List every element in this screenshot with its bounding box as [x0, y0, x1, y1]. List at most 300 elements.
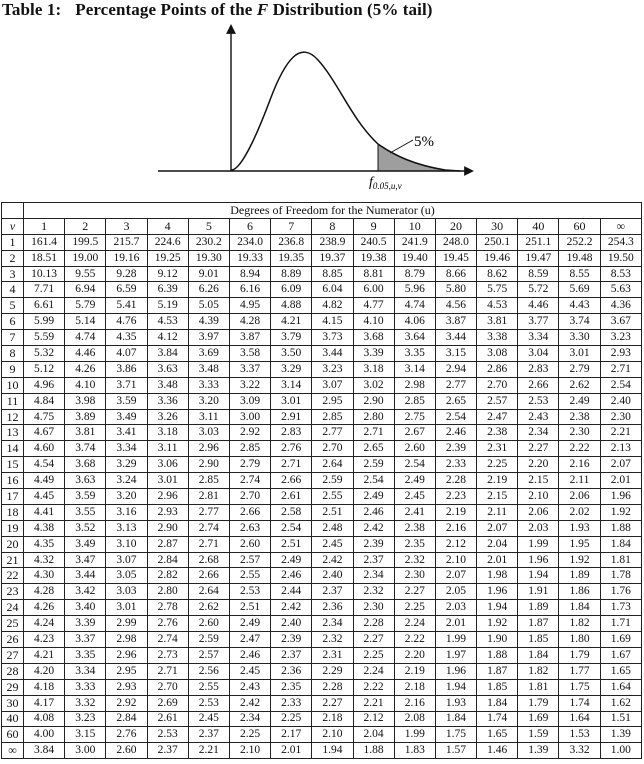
nu-cell: 16 [2, 473, 24, 489]
value-cell: 2.46 [435, 425, 476, 441]
value-cell: 1.93 [559, 520, 600, 536]
value-cell: 2.71 [188, 536, 229, 552]
value-cell: 1.64 [559, 711, 600, 727]
value-cell: 2.66 [271, 473, 312, 489]
value-cell: 3.48 [188, 361, 229, 377]
value-cell: 5.69 [559, 282, 600, 298]
value-cell: 1.84 [600, 536, 641, 552]
value-cell: 2.25 [229, 727, 270, 743]
value-cell: 2.95 [312, 393, 353, 409]
value-cell: 3.14 [271, 377, 312, 393]
value-cell: 2.90 [188, 457, 229, 473]
tail-area [378, 144, 445, 171]
value-cell: 2.12 [435, 536, 476, 552]
value-cell: 248.0 [435, 234, 476, 250]
value-cell: 2.85 [188, 473, 229, 489]
value-cell: 3.06 [147, 457, 188, 473]
value-cell: 2.81 [188, 489, 229, 505]
value-cell: 3.34 [65, 663, 106, 679]
value-cell: 1.80 [559, 632, 600, 648]
value-cell: 1.39 [600, 727, 641, 743]
value-cell: 2.10 [435, 552, 476, 568]
table-row [2, 377, 642, 393]
table-row [2, 330, 642, 346]
value-cell: 6.39 [147, 282, 188, 298]
value-cell: 4.26 [65, 361, 106, 377]
value-cell: 3.10 [106, 536, 147, 552]
value-cell: 2.43 [518, 409, 559, 425]
value-cell: 3.11 [188, 409, 229, 425]
value-cell: 5.41 [106, 298, 147, 314]
value-cell: 3.39 [65, 616, 106, 632]
value-cell: 199.5 [65, 234, 106, 250]
value-cell: 3.40 [65, 600, 106, 616]
value-cell: 18.51 [24, 250, 65, 266]
value-cell: 2.31 [477, 441, 518, 457]
value-cell: 2.90 [353, 393, 394, 409]
value-cell: 2.55 [312, 489, 353, 505]
group-header-row [2, 203, 642, 219]
value-cell: 1.84 [559, 600, 600, 616]
value-cell: 3.01 [271, 393, 312, 409]
value-cell: 2.90 [147, 520, 188, 536]
value-cell: 2.70 [477, 377, 518, 393]
value-cell: 2.19 [477, 473, 518, 489]
value-cell: 3.98 [65, 393, 106, 409]
value-cell: 1.93 [435, 695, 476, 711]
column-header: 6 [229, 218, 270, 234]
tail-label: 5% [414, 134, 434, 150]
value-cell: 2.54 [271, 520, 312, 536]
value-cell: 2.25 [394, 600, 435, 616]
value-cell: 4.95 [229, 298, 270, 314]
numerator-df-header: Degrees of Freedom for the Numerator (u) [24, 203, 642, 219]
title-suffix: Distribution (5% tail) [272, 0, 433, 19]
column-header: ∞ [600, 218, 641, 234]
nu-cell: 28 [2, 663, 24, 679]
tail-label-leader [390, 140, 413, 153]
value-cell: 1.76 [600, 584, 641, 600]
value-cell: 1.99 [394, 727, 435, 743]
nu-cell: ∞ [2, 743, 24, 759]
value-cell: 2.20 [394, 647, 435, 663]
value-cell: 2.77 [188, 504, 229, 520]
value-cell: 2.33 [435, 457, 476, 473]
value-cell: 2.58 [271, 504, 312, 520]
table-row [2, 552, 642, 568]
value-cell: 2.53 [518, 393, 559, 409]
value-cell: 5.05 [188, 298, 229, 314]
value-cell: 4.84 [24, 393, 65, 409]
value-cell: 7.71 [24, 282, 65, 298]
value-cell: 1.87 [518, 616, 559, 632]
value-cell: 3.24 [106, 473, 147, 489]
value-cell: 1.86 [559, 584, 600, 600]
value-cell: 2.01 [477, 552, 518, 568]
value-cell: 2.70 [147, 679, 188, 695]
nu-cell: 8 [2, 346, 24, 362]
value-cell: 1.69 [518, 711, 559, 727]
table-row [2, 727, 642, 743]
value-cell: 2.66 [518, 377, 559, 393]
value-cell: 1.73 [600, 600, 641, 616]
value-cell: 2.69 [147, 695, 188, 711]
value-cell: 3.22 [229, 377, 270, 393]
nu-cell: 26 [2, 632, 24, 648]
value-cell: 2.70 [312, 441, 353, 457]
value-cell: 2.71 [271, 457, 312, 473]
value-cell: 2.24 [353, 663, 394, 679]
value-cell: 2.93 [106, 679, 147, 695]
value-cell: 3.33 [188, 377, 229, 393]
value-cell: 3.03 [106, 584, 147, 600]
value-cell: 2.53 [229, 584, 270, 600]
nu-cell: 30 [2, 695, 24, 711]
value-cell: 19.50 [600, 250, 641, 266]
value-cell: 2.24 [394, 616, 435, 632]
value-cell: 238.9 [312, 234, 353, 250]
table-row [2, 314, 642, 330]
value-cell: 1.53 [559, 727, 600, 743]
value-cell: 3.32 [559, 743, 600, 759]
value-cell: 2.98 [106, 632, 147, 648]
table-row [2, 234, 642, 250]
value-cell: 1.88 [600, 520, 641, 536]
nu-cell: 14 [2, 441, 24, 457]
value-cell: 2.30 [394, 568, 435, 584]
value-cell: 5.99 [24, 314, 65, 330]
value-cell: 3.87 [435, 314, 476, 330]
value-cell: 2.11 [477, 504, 518, 520]
value-cell: 4.53 [147, 314, 188, 330]
value-cell: 1.75 [435, 727, 476, 743]
nu-cell: 27 [2, 647, 24, 663]
value-cell: 1.83 [394, 743, 435, 759]
value-cell: 2.84 [147, 552, 188, 568]
value-cell: 3.29 [271, 361, 312, 377]
value-cell: 2.11 [559, 473, 600, 489]
value-cell: 3.84 [147, 346, 188, 362]
value-cell: 2.06 [518, 504, 559, 520]
value-cell: 2.54 [353, 473, 394, 489]
value-cell: 3.89 [65, 409, 106, 425]
value-cell: 2.01 [600, 473, 641, 489]
value-cell: 1.67 [600, 647, 641, 663]
value-cell: 4.46 [518, 298, 559, 314]
value-cell: 2.27 [353, 632, 394, 648]
table-row [2, 298, 642, 314]
value-cell: 8.85 [312, 266, 353, 282]
value-cell: 2.46 [229, 647, 270, 663]
value-cell: 4.28 [229, 314, 270, 330]
value-cell: 4.76 [106, 314, 147, 330]
value-cell: 1.65 [477, 727, 518, 743]
value-cell: 2.40 [271, 616, 312, 632]
value-cell: 3.71 [106, 377, 147, 393]
value-cell: 2.42 [312, 552, 353, 568]
value-cell: 2.56 [188, 663, 229, 679]
value-cell: 2.80 [147, 584, 188, 600]
value-cell: 2.96 [188, 441, 229, 457]
value-cell: 2.71 [353, 425, 394, 441]
value-cell: 3.18 [353, 361, 394, 377]
value-cell: 3.74 [65, 441, 106, 457]
value-cell: 2.62 [559, 377, 600, 393]
value-cell: 1.89 [559, 568, 600, 584]
value-cell: 1.96 [435, 663, 476, 679]
value-cell: 4.08 [24, 711, 65, 727]
row-header: ν [2, 218, 24, 234]
table-row [2, 520, 642, 536]
value-cell: 9.28 [106, 266, 147, 282]
value-cell: 2.22 [394, 632, 435, 648]
value-cell: 2.95 [106, 663, 147, 679]
value-cell: 2.08 [394, 711, 435, 727]
value-cell: 1.96 [600, 489, 641, 505]
value-cell: 2.37 [188, 727, 229, 743]
column-header: 2 [65, 218, 106, 234]
value-cell: 3.07 [312, 377, 353, 393]
value-cell: 2.94 [435, 361, 476, 377]
value-cell: 3.05 [106, 568, 147, 584]
value-cell: 2.49 [229, 616, 270, 632]
value-cell: 1.96 [518, 552, 559, 568]
value-cell: 3.02 [353, 377, 394, 393]
nu-cell: 22 [2, 568, 24, 584]
value-cell: 4.23 [24, 632, 65, 648]
value-cell: 2.19 [435, 504, 476, 520]
value-cell: 6.59 [106, 282, 147, 298]
value-cell: 1.75 [559, 679, 600, 695]
value-cell: 1.92 [559, 552, 600, 568]
value-cell: 2.07 [435, 568, 476, 584]
value-cell: 6.00 [353, 282, 394, 298]
value-cell: 5.79 [65, 298, 106, 314]
value-cell: 2.06 [559, 489, 600, 505]
value-cell: 1.90 [477, 632, 518, 648]
value-cell: 3.47 [65, 552, 106, 568]
value-cell: 2.96 [106, 647, 147, 663]
value-cell: 2.64 [188, 584, 229, 600]
value-cell: 3.49 [106, 409, 147, 425]
value-cell: 3.55 [65, 504, 106, 520]
value-cell: 2.85 [394, 393, 435, 409]
value-cell: 2.73 [147, 647, 188, 663]
value-cell: 2.39 [435, 441, 476, 457]
value-cell: 19.46 [477, 250, 518, 266]
nu-cell: 4 [2, 282, 24, 298]
table-row [2, 346, 642, 362]
value-cell: 5.72 [518, 282, 559, 298]
nu-cell: 13 [2, 425, 24, 441]
value-cell: 4.17 [24, 695, 65, 711]
table-row [2, 457, 642, 473]
value-cell: 2.37 [147, 743, 188, 759]
value-cell: 4.96 [24, 377, 65, 393]
value-cell: 2.32 [312, 632, 353, 648]
nu-cell: 60 [2, 727, 24, 743]
value-cell: 2.83 [271, 425, 312, 441]
table-row [2, 663, 642, 679]
nu-cell: 10 [2, 377, 24, 393]
nu-cell: 20 [2, 536, 24, 552]
value-cell: 3.01 [147, 473, 188, 489]
value-cell: 4.75 [24, 409, 65, 425]
table-row [2, 504, 642, 520]
value-cell: 2.15 [518, 473, 559, 489]
value-cell: 1.84 [518, 647, 559, 663]
nu-cell: 11 [2, 393, 24, 409]
quantile-label [369, 175, 402, 191]
value-cell: 2.70 [229, 489, 270, 505]
value-cell: 2.45 [229, 663, 270, 679]
value-cell: 3.44 [312, 346, 353, 362]
value-cell: 3.03 [188, 425, 229, 441]
value-cell: 2.29 [312, 663, 353, 679]
value-cell: 3.48 [147, 377, 188, 393]
value-cell: 8.62 [477, 266, 518, 282]
value-cell: 9.12 [147, 266, 188, 282]
value-cell: 4.10 [353, 314, 394, 330]
value-cell: 2.27 [518, 441, 559, 457]
column-header: 40 [518, 218, 559, 234]
value-cell: 3.37 [229, 361, 270, 377]
value-cell: 2.48 [312, 520, 353, 536]
value-cell: 2.25 [271, 711, 312, 727]
value-cell: 2.19 [394, 663, 435, 679]
nu-cell: 23 [2, 584, 24, 600]
value-cell: 1.71 [600, 616, 641, 632]
value-cell: 3.50 [271, 346, 312, 362]
value-cell: 1.91 [518, 584, 559, 600]
value-cell: 8.79 [394, 266, 435, 282]
value-cell: 19.37 [312, 250, 353, 266]
value-cell: 4.77 [353, 298, 394, 314]
value-cell: 8.66 [435, 266, 476, 282]
value-cell: 3.13 [106, 520, 147, 536]
column-header: 4 [147, 218, 188, 234]
value-cell: 2.49 [394, 473, 435, 489]
table-row [2, 616, 642, 632]
value-cell: 1.85 [477, 679, 518, 695]
value-cell: 2.74 [147, 632, 188, 648]
value-cell: 2.55 [229, 568, 270, 584]
table-body [2, 234, 642, 758]
column-header: 1 [24, 218, 65, 234]
value-cell: 2.45 [312, 536, 353, 552]
value-cell: 2.27 [312, 695, 353, 711]
value-cell: 4.18 [24, 679, 65, 695]
value-cell: 5.59 [24, 330, 65, 346]
value-cell: 3.29 [106, 457, 147, 473]
value-cell: 2.16 [435, 520, 476, 536]
table-row [2, 393, 642, 409]
value-cell: 2.62 [188, 600, 229, 616]
value-cell: 2.34 [353, 568, 394, 584]
value-cell: 3.34 [518, 330, 559, 346]
value-cell: 2.61 [147, 711, 188, 727]
value-cell: 2.04 [353, 727, 394, 743]
value-cell: 2.42 [271, 600, 312, 616]
value-cell: 2.33 [271, 695, 312, 711]
value-cell: 1.39 [518, 743, 559, 759]
value-cell: 2.28 [435, 473, 476, 489]
value-cell: 9.55 [65, 266, 106, 282]
table-row [2, 695, 642, 711]
value-cell: 2.71 [147, 663, 188, 679]
value-cell: 2.68 [188, 552, 229, 568]
value-cell: 19.25 [147, 250, 188, 266]
value-cell: 1.88 [477, 647, 518, 663]
value-cell: 3.74 [559, 314, 600, 330]
value-cell: 2.65 [435, 393, 476, 409]
value-cell: 3.37 [65, 632, 106, 648]
value-cell: 2.32 [353, 584, 394, 600]
page-title [2, 0, 433, 20]
value-cell: 3.79 [271, 330, 312, 346]
value-cell: 2.53 [147, 727, 188, 743]
value-cell: 2.46 [353, 504, 394, 520]
value-cell: 4.36 [600, 298, 641, 314]
value-cell: 2.21 [188, 743, 229, 759]
column-header: 8 [312, 218, 353, 234]
value-cell: 2.42 [353, 520, 394, 536]
value-cell: 2.17 [271, 727, 312, 743]
value-cell: 241.9 [394, 234, 435, 250]
value-cell: 2.82 [147, 568, 188, 584]
value-cell: 2.60 [106, 743, 147, 759]
table-row [2, 584, 642, 600]
value-cell: 3.68 [65, 457, 106, 473]
value-cell: 1.89 [518, 600, 559, 616]
value-cell: 5.75 [477, 282, 518, 298]
value-cell: 2.30 [600, 409, 641, 425]
value-cell: 2.18 [394, 679, 435, 695]
nu-cell: 2 [2, 250, 24, 266]
table-row [2, 489, 642, 505]
value-cell: 2.77 [435, 377, 476, 393]
value-cell: 1.51 [600, 711, 641, 727]
column-header: 30 [477, 218, 518, 234]
table-row [2, 361, 642, 377]
value-cell: 2.75 [394, 409, 435, 425]
value-cell: 2.44 [271, 584, 312, 600]
table-row [2, 647, 642, 663]
f-table [1, 202, 642, 759]
table-row [2, 679, 642, 695]
value-cell: 3.30 [559, 330, 600, 346]
value-cell: 2.93 [600, 346, 641, 362]
value-cell: 3.08 [477, 346, 518, 362]
value-cell: 3.15 [435, 346, 476, 362]
table-label: Table 1: [2, 0, 62, 19]
value-cell: 2.54 [600, 377, 641, 393]
value-cell: 4.35 [106, 330, 147, 346]
value-cell: 2.21 [353, 695, 394, 711]
value-cell: 1.84 [435, 711, 476, 727]
value-cell: 3.09 [229, 393, 270, 409]
value-cell: 2.03 [435, 600, 476, 616]
value-cell: 2.27 [394, 584, 435, 600]
value-cell: 6.61 [24, 298, 65, 314]
value-cell: 2.99 [106, 616, 147, 632]
column-header: 5 [188, 218, 229, 234]
value-cell: 2.35 [271, 679, 312, 695]
value-cell: 1.65 [600, 663, 641, 679]
value-cell: 2.01 [435, 616, 476, 632]
title-variable: F [256, 0, 269, 19]
value-cell: 3.63 [65, 473, 106, 489]
